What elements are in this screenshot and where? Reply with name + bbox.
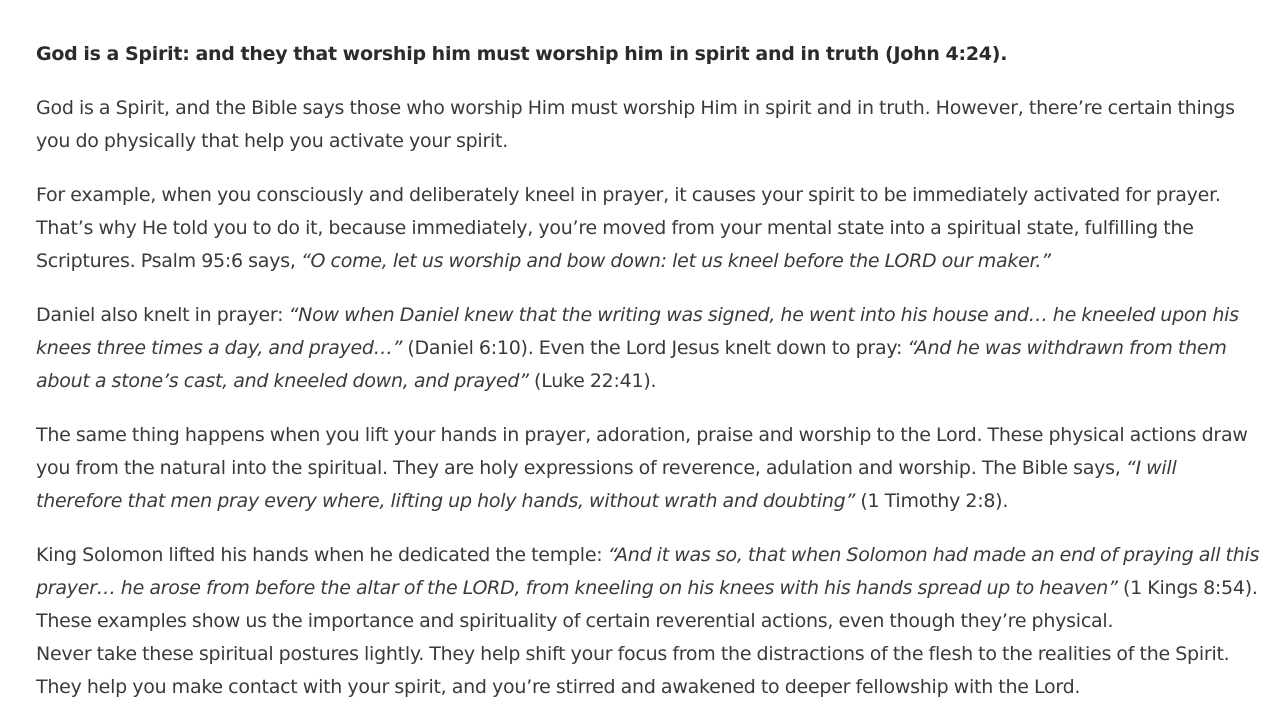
paragraph-5-text-b: (1 Kings 8:54). These examples show us the importance and spirituality of certain reverential actions, even though they’re physical. [36,577,1258,632]
timothy-quote: “I will therefore that men pray every where, lifting up holy hands, without wrath and doubting” [36,457,1177,512]
paragraph-3-text-c: (Luke 22:41). [528,370,657,392]
paragraph-1: God is a Spirit, and the Bible says those who worship Him must worship Him in spirit and in truth. However, there’re certain things you do physically that help you activate your spirit. [36,97,1235,152]
paragraph-5 [36,539,1264,638]
paragraph-6: Never take these spiritual postures lightly. They help shift your focus from the distractions of the flesh to the realities of the Spirit. They help you make contact with your spirit, and you’re stirred and awakened to deeper fellowship with the Lord. [36,643,1230,698]
article-body [36,38,1264,704]
paragraph-4-ref: (1 Timothy 2:8). [855,490,1009,512]
paragraph-4-text: The same thing happens when you lift your hands in prayer, adoration, praise and worship to the Lord. These physical actions draw you from the natural into the spiritual. They are holy expressions of reverence, adulation and worship. The Bible says, [36,424,1248,479]
paragraph-3-text-a: Daniel also knelt in prayer: [36,304,289,326]
paragraph-4 [36,419,1264,518]
luke-quote: “And he was withdrawn from them about a stone’s cast, and kneeled down, and prayed” [36,337,1227,392]
kings-quote: “And it was so, that when Solomon had made an end of praying all this prayer… he arose from before the altar of the LORD, from kneeling on his knees with his hands spread up to heaven” [36,544,1260,599]
paragraph-2 [36,179,1264,278]
lead-verse: God is a Spirit: and they that worship him must worship him in spirit and in truth (John 4:24). [36,43,1008,65]
paragraph-2-text: For example, when you consciously and deliberately kneel in prayer, it causes your spirit to be immediately activated for prayer. That’s why He told you to do it, because immediately, you’re moved from your mental state into a spiritual state, fulfilling the Scriptures. Psalm 95:6 says, [36,184,1221,272]
daniel-quote: “Now when Daniel knew that the writing was signed, he went into his house and… he kneeled upon his knees three times a day, and prayed…” [36,304,1239,359]
paragraph-5-text-a: King Solomon lifted his hands when he dedicated the temple: [36,544,608,566]
paragraph-3 [36,299,1264,398]
psalm-quote: “O come, let us worship and bow down: let us kneel before the LORD our maker.” [300,250,1051,272]
paragraph-3-text-b: (Daniel 6:10). Even the Lord Jesus knelt down to pray: [402,337,908,359]
